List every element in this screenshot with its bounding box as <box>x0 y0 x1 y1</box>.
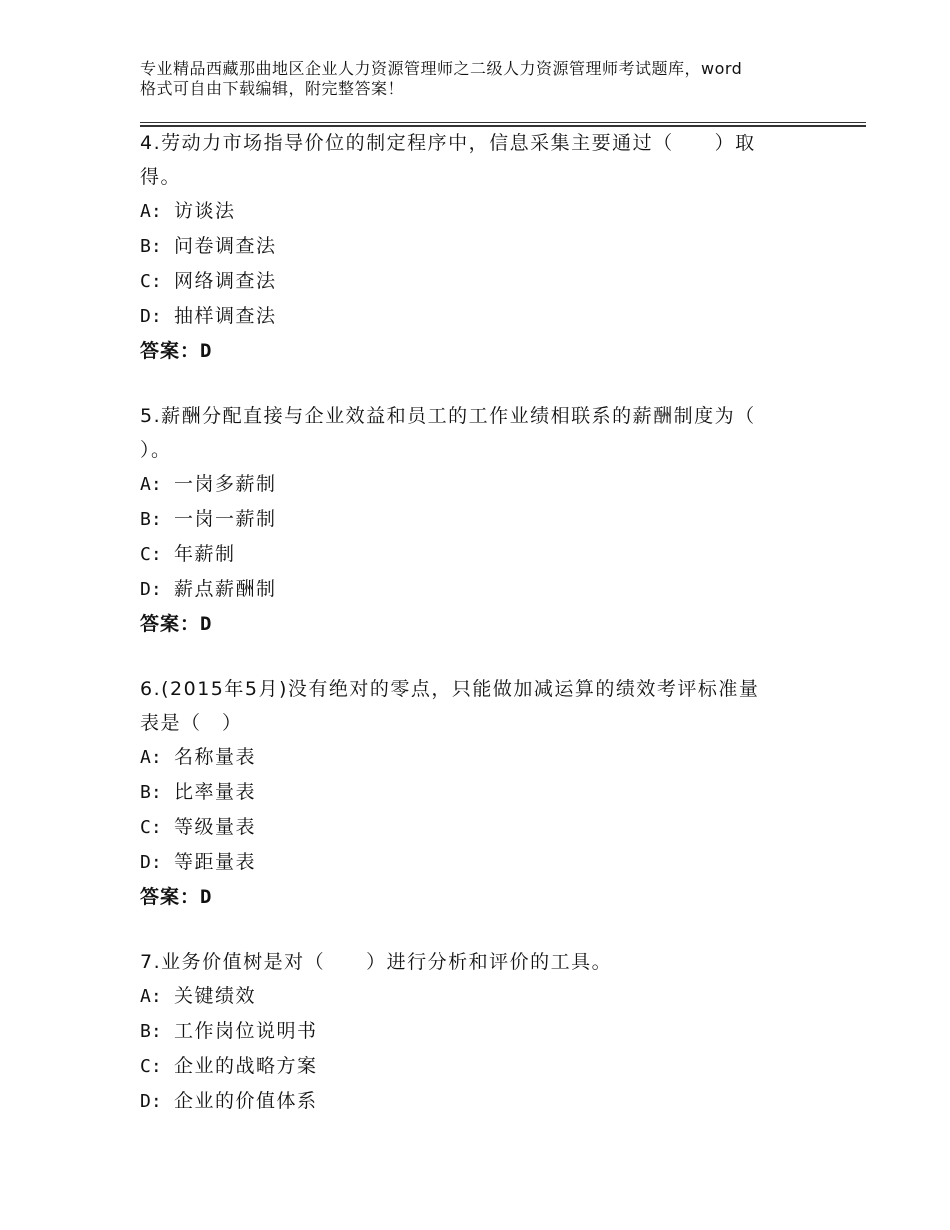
question-stem <box>140 672 800 740</box>
option-letter: A: <box>140 474 162 495</box>
option-text: 企业的战略方案 <box>174 1055 318 1077</box>
option-text: 薪点薪酬制 <box>174 578 277 600</box>
question-stem-line-1: 6.(2015年5月)没有绝对的零点，只能做加减运算的绩效考评标准量 <box>140 678 760 700</box>
option-letter: A: <box>140 201 162 222</box>
option-letter: B: <box>140 236 162 257</box>
option-d <box>140 572 800 607</box>
option-letter: D: <box>140 579 162 600</box>
option-letter: C: <box>140 817 162 838</box>
answer-line <box>140 607 800 641</box>
option-text: 抽样调查法 <box>174 305 277 327</box>
option-letter: C: <box>140 271 162 292</box>
answer-label: 答案： <box>140 886 201 908</box>
option-text: 等级量表 <box>174 816 257 838</box>
option-letter: D: <box>140 1091 162 1112</box>
option-letter: D: <box>140 852 162 873</box>
document-header <box>140 59 840 99</box>
option-b <box>140 502 800 537</box>
option-text: 工作岗位说明书 <box>174 1020 318 1042</box>
option-letter: B: <box>140 509 162 530</box>
answer-label: 答案： <box>140 340 201 362</box>
option-text: 比率量表 <box>174 781 257 803</box>
question-7 <box>140 945 800 1119</box>
option-a <box>140 467 800 502</box>
option-d <box>140 1084 800 1119</box>
header-line-1: 专业精品西藏那曲地区企业人力资源管理师之二级人力资源管理师考试题库，word <box>140 59 743 78</box>
question-stem-line-1: 7.业务价值树是对（ ）进行分析和评价的工具。 <box>140 951 613 973</box>
question-stem-line-2: ）。 <box>140 439 172 461</box>
option-text: 企业的价值体系 <box>174 1090 318 1112</box>
answer-value: D <box>200 886 213 908</box>
option-d <box>140 299 800 334</box>
option-text: 网络调查法 <box>174 270 277 292</box>
answer-label: 答案： <box>140 613 201 635</box>
option-c <box>140 810 800 845</box>
option-text: 等距量表 <box>174 851 257 873</box>
option-letter: C: <box>140 1056 162 1077</box>
option-a <box>140 194 800 229</box>
option-letter: B: <box>140 1021 162 1042</box>
question-stem <box>140 945 800 979</box>
option-letter: B: <box>140 782 162 803</box>
answer-line <box>140 880 800 914</box>
option-text: 名称量表 <box>174 746 257 768</box>
question-4 <box>140 126 800 368</box>
option-b <box>140 229 800 264</box>
option-a <box>140 740 800 775</box>
option-b <box>140 1014 800 1049</box>
question-stem-line-2: 得。 <box>140 166 182 188</box>
option-a <box>140 979 800 1014</box>
question-stem-line-2: 表是（ ） <box>140 712 243 734</box>
question-6 <box>140 672 800 914</box>
option-letter: A: <box>140 986 162 1007</box>
answer-line <box>140 334 800 368</box>
option-text: 关键绩效 <box>174 985 257 1007</box>
question-stem <box>140 399 800 467</box>
option-letter: A: <box>140 747 162 768</box>
option-text: 一岗一薪制 <box>174 508 277 530</box>
question-stem-line-1: 5.薪酬分配直接与企业效益和员工的工作业绩相联系的薪酬制度为（ <box>140 405 756 427</box>
question-stem <box>140 126 800 194</box>
option-text: 一岗多薪制 <box>174 473 277 495</box>
option-c <box>140 264 800 299</box>
header-divider-thin <box>140 122 866 123</box>
option-text: 访谈法 <box>174 200 236 222</box>
option-letter: C: <box>140 544 162 565</box>
option-c <box>140 537 800 572</box>
option-letter: D: <box>140 306 162 327</box>
answer-value: D <box>200 613 213 635</box>
option-c <box>140 1049 800 1084</box>
option-text: 问卷调查法 <box>174 235 277 257</box>
option-b <box>140 775 800 810</box>
option-d <box>140 845 800 880</box>
question-5 <box>140 399 800 641</box>
question-stem-line-1: 4.劳动力市场指导价位的制定程序中，信息采集主要通过（ ）取 <box>140 132 756 154</box>
option-text: 年薪制 <box>174 543 236 565</box>
header-line-2: 格式可自由下载编辑，附完整答案！ <box>140 79 405 98</box>
answer-value: D <box>200 340 213 362</box>
